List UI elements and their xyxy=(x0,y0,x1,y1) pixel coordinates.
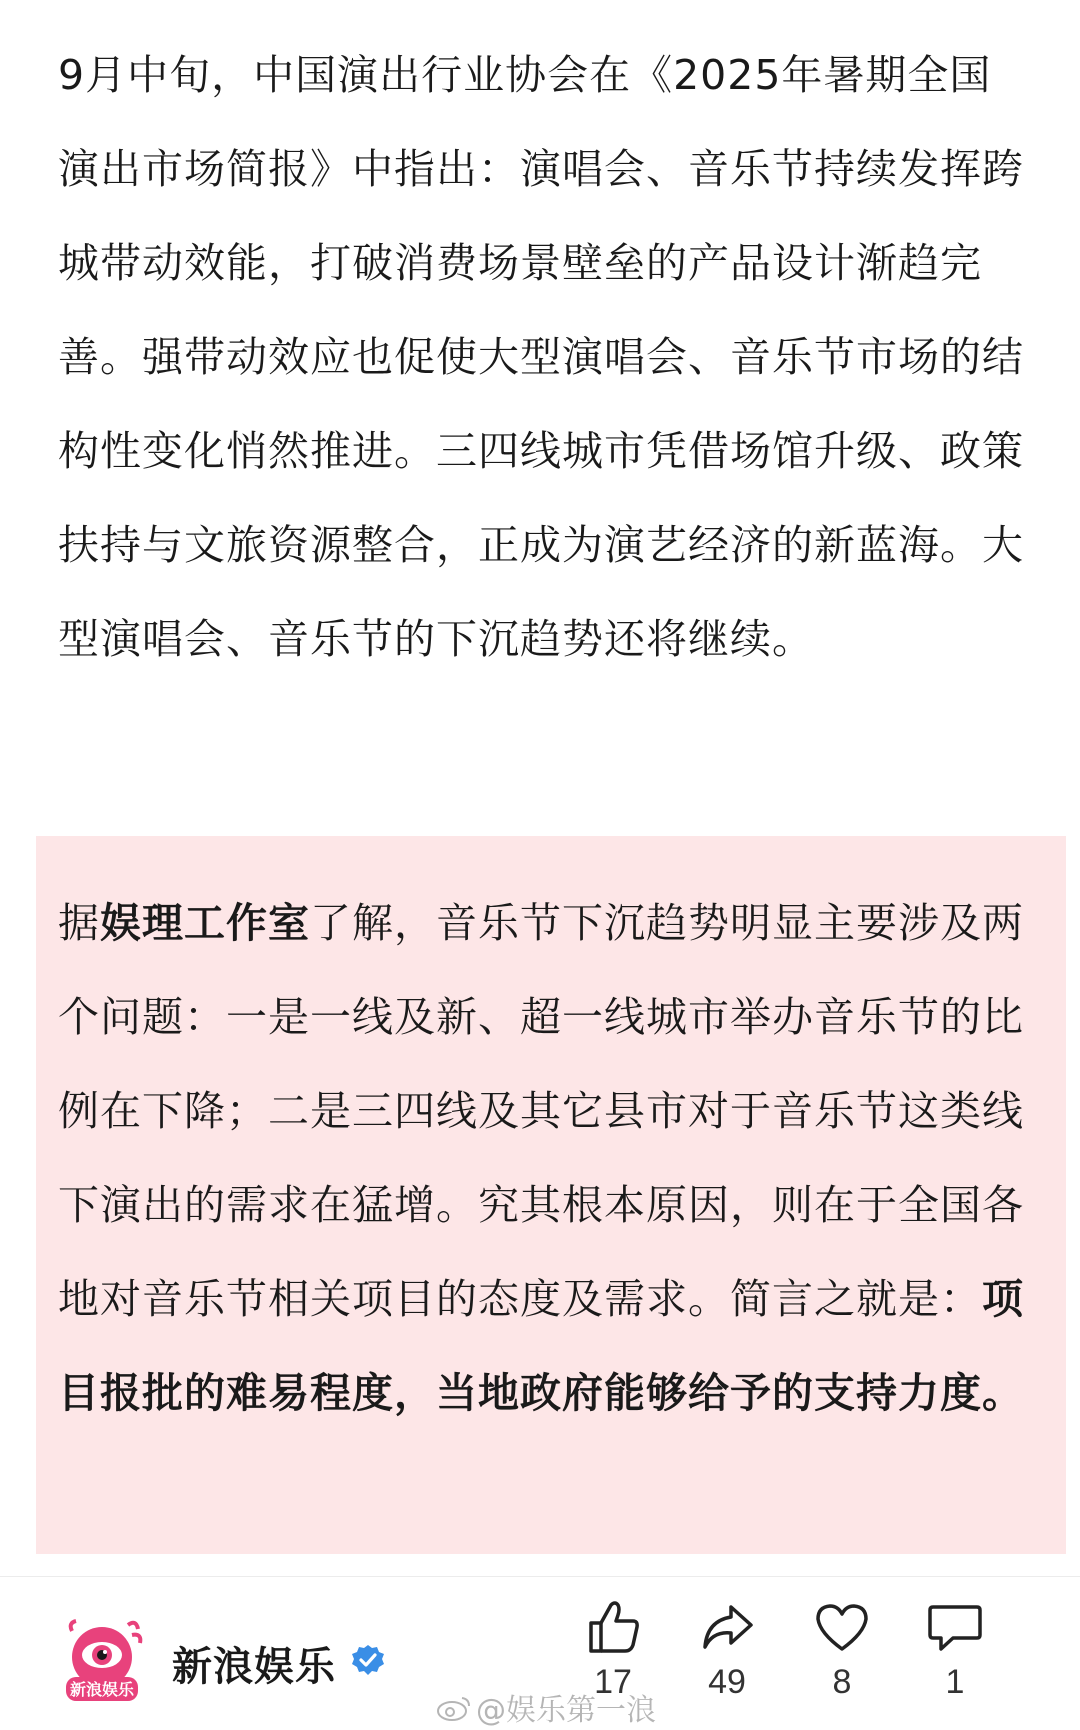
blue-verified-badge-icon xyxy=(350,1643,386,1679)
like-count: 17 xyxy=(594,1663,632,1701)
weibo-watermark-icon xyxy=(436,1694,472,1730)
post-footer xyxy=(0,1577,1080,1728)
watermark-text: @娱乐第一浪 xyxy=(476,1693,656,1728)
paragraph-2-conclusion: 项目报批的难易程度，当地政府能够给予的支持力度。 xyxy=(58,1275,1024,1417)
repost-button[interactable] xyxy=(672,1597,782,1717)
comment-button[interactable] xyxy=(900,1597,1010,1717)
paragraph-2-body: 了解，音乐节下沉趋势明显主要涉及两个问题：一是一线及新、超一线城市举办音乐节的比例在下降；二是三四线及其它县市对于音乐节这类线下演出的需求在猛增。究其根本原因，则在于全国各地对音乐节相关项目的态度及需求。简言之就是： xyxy=(58,899,1024,1323)
studio-name: 娱理工作室 xyxy=(100,899,310,947)
favorite-button[interactable] xyxy=(787,1597,897,1717)
repost-count: 49 xyxy=(708,1663,746,1701)
paragraph-2-prefix: 据 xyxy=(58,899,100,947)
share-arrow-icon xyxy=(672,1597,782,1657)
heart-icon xyxy=(787,1597,897,1657)
svg-text:新浪娱乐: 新浪娱乐 xyxy=(69,1680,135,1699)
speech-bubble-icon xyxy=(900,1597,1010,1657)
comment-count: 1 xyxy=(945,1663,965,1701)
highlight-box xyxy=(36,836,1066,1554)
paragraph-1: 9月中旬，中国演出行业协会在《2025年暑期全国演出市场简报》中指出：演唱会、音乐节持续发挥跨城带动效能，打破消费场景壁垒的产品设计渐趋完善。强带动效应也促使大型演唱会、音乐节市场的结构性变化悄然推进。三四线城市凭借场馆升级、政策扶持与文旅资源整合，正成为演艺经济的新蓝海。大型演唱会、音乐节的下沉趋势还将继续。 xyxy=(58,51,1024,663)
paragraph-2 xyxy=(58,876,1026,1440)
sina-eye-logo-icon[interactable] xyxy=(58,1617,146,1705)
author-name[interactable]: 新浪娱乐 xyxy=(172,1644,336,1690)
watermark xyxy=(436,1685,656,1730)
thumbs-up-icon xyxy=(558,1597,668,1657)
favorite-count: 8 xyxy=(832,1663,852,1701)
